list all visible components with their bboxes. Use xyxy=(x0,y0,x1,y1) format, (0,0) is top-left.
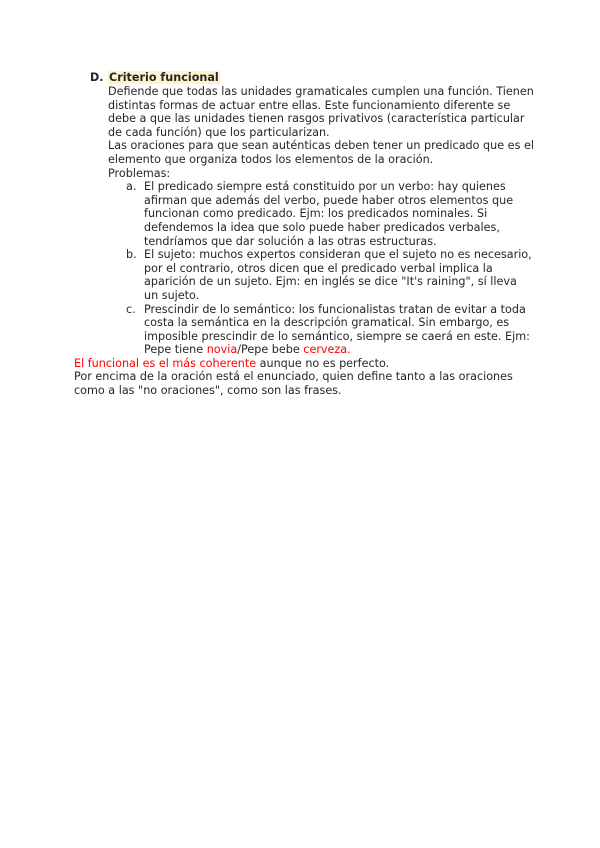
conclusion-highlight: El funcional es el más coherente xyxy=(74,356,257,370)
list-item xyxy=(74,180,534,248)
conclusion-paragraph xyxy=(74,357,534,371)
list-item xyxy=(74,303,534,357)
list-item-text: El predicado siempre está constituido por un verbo: hay quienes afirman que además del verbo, puede haber otros elementos que funcionan como predicado. Ejm: los predicados nominales. Si defendemos la idea que solo puede haber predicados verbales, tendríamos que dar solución a las otras estructuras. xyxy=(144,180,514,248)
problems-label: Problemas: xyxy=(108,166,171,180)
list-item-text-mid: /Pepe bebe xyxy=(237,343,304,357)
list-marker: a. xyxy=(126,180,137,194)
list-marker: c. xyxy=(126,302,136,316)
list-item-text: Prescindir de lo semántico: los funcionalistas tratan de evitar a toda costa la semántica en la descripción gramatical. Sin embargo, es imposible prescindir de lo semántico, siempre se caerá en este. Ejm: Pepe tiene xyxy=(144,302,530,357)
highlight-word-novia: novia xyxy=(206,343,238,357)
highlight-word-cerveza: cerveza. xyxy=(303,343,351,357)
list-marker: b. xyxy=(126,248,137,262)
section-letter: D. xyxy=(90,71,104,84)
intro-paragraph: Defiende que todas las unidades gramaticales cumplen una función. Tienen distintas formas de actuar entre ellas. Este funcionamiento diferente se debe a que las unidades tienen rasgos privativos (característica particular de cada función) que los particularizan. xyxy=(108,85,534,139)
section-title: Criterio funcional xyxy=(109,71,219,84)
conclusion-rest: aunque no es perfecto. xyxy=(256,356,390,370)
problems-list xyxy=(74,180,534,357)
intro-paragraph-2: Las oraciones para que sean auténticas deben tener un predicado que es el elemento que organiza todos los elementos de la oración. xyxy=(108,139,534,166)
section-body xyxy=(74,85,534,180)
document-page xyxy=(74,71,534,398)
list-item-text: El sujeto: muchos expertos consideran que el sujeto no es necesario, por el contrario, otros dicen que el predicado verbal implica la aparición de un sujeto. Ejm: en inglés se dice "It's raining", sí lleva un sujeto. xyxy=(144,248,532,302)
list-item xyxy=(74,248,534,302)
closing-paragraph: Por encima de la oración está el enunciado, quien define tanto a las oraciones como a las "no oraciones", como son las frases. xyxy=(74,370,513,398)
section-heading xyxy=(74,71,534,85)
